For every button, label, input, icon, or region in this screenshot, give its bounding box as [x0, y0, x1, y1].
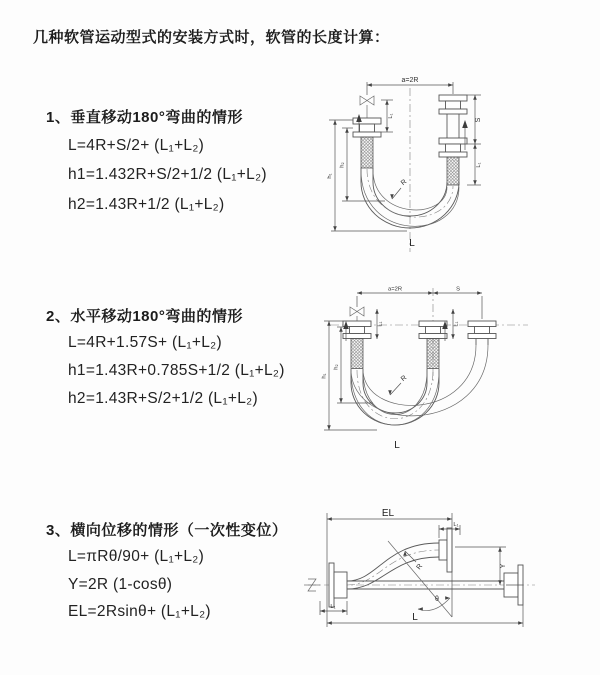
dim-label-s: S	[475, 117, 482, 123]
dim-label-r: R	[399, 178, 409, 188]
dimension-l1-middle	[453, 309, 460, 339]
dim-label-el: EL	[381, 508, 395, 519]
dimension-l1-left	[381, 100, 394, 132]
radius-annotation	[390, 375, 408, 395]
dim-label-h2: h₂	[333, 364, 340, 370]
dim-label-h1: h₁	[327, 173, 333, 179]
left-flange	[329, 563, 347, 607]
section-1-formula-h2: h2=1.43R+1/2 (L₁+L₂)	[68, 196, 225, 213]
diagram-lateral-displacement	[300, 505, 600, 660]
right-pipe-fitting	[468, 321, 496, 345]
diagram-vertical-u-bend	[315, 70, 565, 260]
section-3-formula-L: L=πRθ/90+ (L₁+L₂)	[68, 548, 205, 565]
dimension-a2r	[357, 287, 482, 320]
valve-icon	[350, 307, 364, 321]
braided-hose-middle	[427, 339, 439, 369]
dim-label-l: L	[412, 612, 418, 623]
dimension-l1-bottom	[320, 601, 347, 615]
section-2-formula-h2: h2=1.43R+S/2+1/2 (L₁+L₂)	[68, 390, 258, 407]
page-title: 几种软管运动型式的安装方式时，软管的长度计算：	[33, 29, 390, 46]
dim-label-l1-top: L₁	[453, 522, 459, 528]
dim-label-h1: h₁	[321, 373, 328, 379]
shifted-u-bend-curves	[351, 345, 488, 416]
section-2-formula-L: L=4R+1.57S+ (L₁+L₂)	[68, 334, 222, 351]
dim-label-a2r: a=2R	[387, 286, 403, 293]
dimension-l1-right	[467, 144, 482, 185]
right-pipe-fitting	[439, 95, 467, 185]
dim-label-l: L	[409, 238, 415, 249]
centerline-symbol-icon	[304, 579, 320, 591]
dim-label-l1-right: L₁	[476, 162, 482, 168]
section-2-formula-h1: h1=1.43R+0.785S+1/2 (L₁+L₂)	[68, 362, 285, 379]
section-1-formula-L: L=4R+S/2+ (L₁+L₂)	[68, 137, 205, 154]
diagram-horizontal-u-bend	[313, 283, 573, 458]
dim-label-r: R	[399, 374, 409, 384]
section-1-heading: 1、垂直移动180°弯曲的情形	[46, 109, 243, 126]
dim-label-s: S	[456, 286, 460, 293]
dim-label-l: L	[394, 440, 400, 451]
dim-label-r: R	[415, 562, 425, 572]
dimension-s	[433, 287, 482, 294]
dimension-s	[467, 95, 482, 144]
radius-annotation	[405, 551, 424, 571]
radius-annotation	[392, 179, 408, 199]
dim-label-l1-left: L₁	[377, 321, 384, 327]
dim-label-h2: h₂	[339, 162, 346, 168]
dim-label-l1-left: L₁	[388, 113, 394, 119]
braided-hose-left	[361, 137, 373, 168]
dimension-el	[327, 508, 452, 563]
valve-icon	[360, 96, 374, 118]
left-pipe-fitting	[353, 118, 381, 168]
section-3-heading: 3、横向位移的情形（一次性变位）	[46, 522, 288, 539]
section-3-formula-EL: EL=2Rsinθ+ (L₁+L₂)	[68, 603, 211, 620]
displaced-flange	[439, 528, 452, 572]
dim-label-theta: θ	[435, 596, 439, 603]
dim-label-y: Y	[500, 563, 507, 569]
dim-label-l1-middle: L₁	[453, 321, 460, 327]
dimension-l	[327, 563, 523, 627]
dimension-l1-left	[377, 309, 384, 339]
dim-label-a2r: a=2R	[401, 77, 419, 84]
dim-label-l1-bottom: L₁	[330, 604, 336, 610]
braided-hose-left	[351, 339, 363, 369]
braided-hose-right	[447, 157, 459, 185]
s-curve-hose	[347, 543, 439, 589]
section-3-formula-Y: Y=2R (1-cosθ)	[68, 576, 173, 593]
section-1-formula-h1: h1=1.432R+S/2+1/2 (L₁+L₂)	[68, 166, 267, 183]
section-2-heading: 2、水平移动180°弯曲的情形	[46, 308, 243, 325]
